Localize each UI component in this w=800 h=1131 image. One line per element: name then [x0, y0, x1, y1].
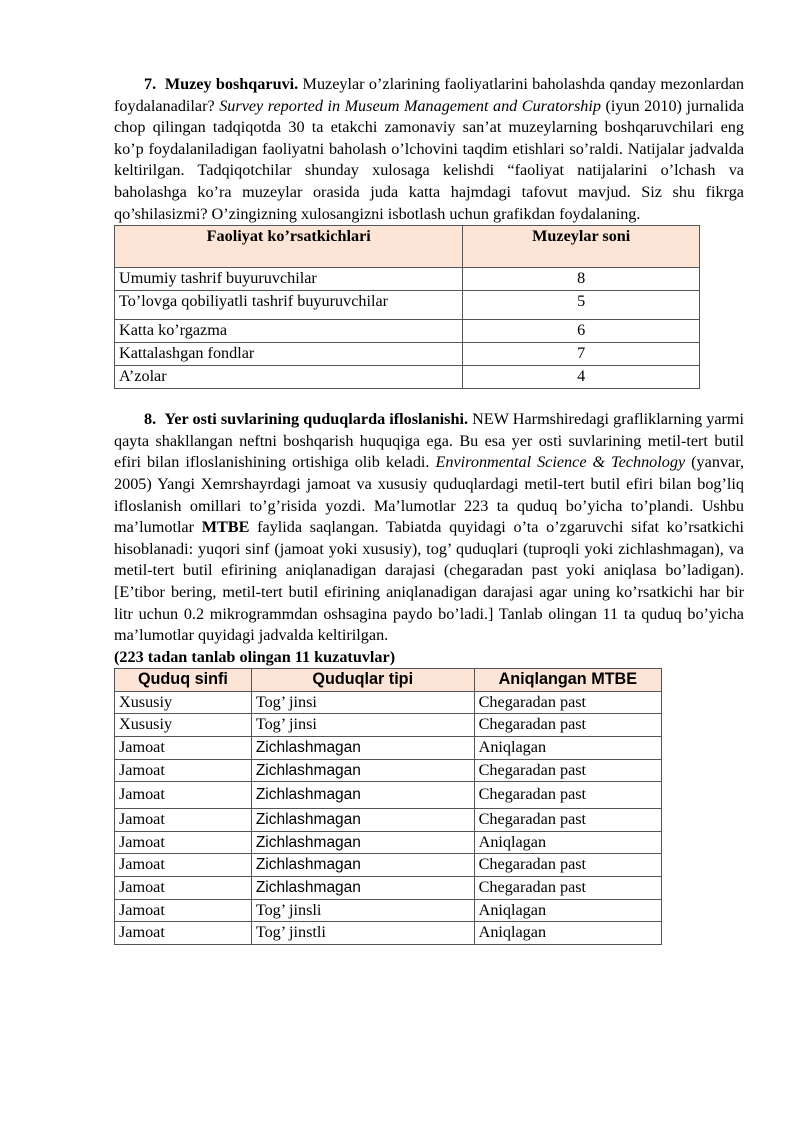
- section-8-heading: Yer osti suvlarining quduqlarda ifloslanishi.: [164, 410, 468, 429]
- table-cell: To’lovga qobiliyatli tashrif buyuruvchilar: [115, 291, 463, 320]
- section-7-journal: Survey reported in Museum Management and Curatorship: [219, 96, 601, 115]
- table-cell: Jamoat: [115, 877, 252, 900]
- table-row: [115, 854, 662, 877]
- table-cell: A’zolar: [115, 366, 463, 389]
- table-cell: Chegaradan past: [474, 691, 661, 714]
- section-8-file-name: MTBE: [201, 518, 250, 537]
- document-page: [114, 74, 744, 945]
- table-cell: Zichlashmagan: [251, 831, 474, 854]
- table-cell: Jamoat: [115, 759, 252, 782]
- table-cell: Jamoat: [115, 922, 252, 945]
- table-header-cell: Muzeylar soni: [463, 226, 700, 268]
- section-7-text-1: Muzeylar o’zlarining faoliyatlarini baholashda qanday mezonlardan foydalanadilar?: [114, 75, 744, 115]
- section-7-text-2: (iyun 2010) jurnalida chop qilingan tadqiqotda 30 ta etakchi zamonaviy san’at muzeylarning boshqaruvchilari eng ko’p foydalaniladigan faoliyatni baholash o’lchovini taqdim etishlari so’raldi. Natijalar jadvalda keltirilgan. Tadqiqotchilar shunday xulosaga kelishdi “faoliyat natijalarini o’lchash va baholashga ko’ra muzeylar orasida juda katta hajmdagi tafovut mavjud. Siz shu fikrga qo’shilasizmi? O’zingizning xulosangizni isbotlash uchun grafikdan foydalaning.: [114, 96, 745, 223]
- table-cell: Chegaradan past: [474, 782, 661, 809]
- table-cell: 4: [463, 366, 700, 389]
- table-cell: Jamoat: [115, 854, 252, 877]
- section-7-paragraph: [114, 74, 744, 225]
- table-cell: Jamoat: [115, 809, 252, 832]
- table-cell: Kattalashgan fondlar: [115, 343, 463, 366]
- table-cell: Jamoat: [115, 899, 252, 922]
- table-cell: Jamoat: [115, 737, 252, 760]
- table-cell: Tog’ jinstli: [251, 922, 474, 945]
- table-header-row: [115, 669, 662, 692]
- table-cell: Aniqlagan: [474, 831, 661, 854]
- table-cell: 8: [463, 268, 700, 291]
- table-row: [115, 737, 662, 760]
- table-header-cell: Quduq sinfi: [115, 669, 252, 692]
- table-row: [115, 759, 662, 782]
- table-cell: Zichlashmagan: [251, 759, 474, 782]
- table-cell: Chegaradan past: [474, 759, 661, 782]
- table-cell: Jamoat: [115, 831, 252, 854]
- section-8-paragraph: [114, 409, 744, 647]
- well-observations-table: [114, 668, 662, 945]
- table-cell: Chegaradan past: [474, 877, 661, 900]
- table-row: [115, 899, 662, 922]
- table-row: [115, 320, 700, 343]
- table-cell: Umumiy tashrif buyuruvchilar: [115, 268, 463, 291]
- table-cell: Jamoat: [115, 782, 252, 809]
- table-cell: Zichlashmagan: [251, 809, 474, 832]
- table-cell: Aniqlagan: [474, 899, 661, 922]
- table-row: [115, 268, 700, 291]
- table-cell: Xususiy: [115, 714, 252, 737]
- table-row: [115, 877, 662, 900]
- table-row: [115, 809, 662, 832]
- table-row: [115, 366, 700, 389]
- table-cell: Zichlashmagan: [251, 782, 474, 809]
- table-cell: 7: [463, 343, 700, 366]
- table-cell: Aniqlagan: [474, 922, 661, 945]
- table-cell: Chegaradan past: [474, 809, 661, 832]
- section-8-journal: Environmental Science & Technology: [435, 453, 686, 472]
- table-row: [115, 291, 700, 320]
- table-cell: Tog’ jinsi: [251, 691, 474, 714]
- table-header-row: [115, 226, 700, 268]
- section-7-number: 7.: [144, 75, 157, 93]
- table-header-cell: Faoliyat ko’rsatkichlari: [115, 226, 463, 268]
- table-cell: Chegaradan past: [474, 854, 661, 877]
- section-8-number: 8.: [144, 410, 157, 429]
- section-8-text-2: (yanvar, 2005) Yangi Xemrshayrdagi jamoat va xususiy quduqlardagi metil-tert butil efiri bilan bog’liq ifloslanish omillari to’g’risida yozdi. Ma’lumotlar 223 ta quduq bo’yicha to’plandi. Ushbu ma’lumotlar: [114, 453, 744, 537]
- table-cell: Zichlashmagan: [251, 877, 474, 900]
- table-row: [115, 782, 662, 809]
- table-cell: Xususiy: [115, 691, 252, 714]
- table-cell: 5: [463, 291, 700, 320]
- table-row: [115, 714, 662, 737]
- table-header-cell: Quduqlar tipi: [251, 669, 474, 692]
- table-cell: 6: [463, 320, 700, 343]
- table-cell: Aniqlagan: [474, 737, 661, 760]
- table-cell: Zichlashmagan: [251, 737, 474, 760]
- section-8-text-1: NEW Harmshiredagi grafliklarning yarmi qayta shakllangan neftni boshqarish huquqiga ega. Bu esa yer osti suvlarining metil-tert butil efiri bilan ifloslanishining ortishiga olib keladi.: [114, 410, 745, 472]
- table-cell: Chegaradan past: [474, 714, 661, 737]
- table-cell: Tog’ jinsi: [251, 714, 474, 737]
- table-cell: Tog’ jinsli: [251, 899, 474, 922]
- table-row: [115, 831, 662, 854]
- table-row: [115, 691, 662, 714]
- table-caption: (223 tadan tanlab olingan 11 kuzatuvlar): [114, 647, 396, 666]
- section-7-heading: Muzey boshqaruvi.: [164, 75, 299, 93]
- table-header-cell: Aniqlangan MTBE: [474, 669, 661, 692]
- table-row: [115, 922, 662, 945]
- table-cell: Katta ko’rgazma: [115, 320, 463, 343]
- table-row: [115, 343, 700, 366]
- table-cell: Zichlashmagan: [251, 854, 474, 877]
- section-8-text-3: faylida saqlangan. Tabiatda quyidagi o’ta o’zgaruvchi sifat ko’rsatkichi hisoblanadi: yuqori sinf (jamoat yoki xususiy), tog’ quduqlari (tuproqli yoki zichlashmagan), va metil-tert butil efirining aniqlanadigan darajasi (chegaradan past yoki aniqlasa bo’ladigan). [E’tibor bering, metil-tert butil efirining aniqlanadigan darajasi agar uning ko’rsatkichi har bir litr uchun 0.2 mikrogrammdan oshsagina paydo bo’ladi.] Tanlab olingan 11 ta quduq bo’yicha ma’lumotlar quyidagi jadvalda keltirilgan.: [114, 518, 745, 645]
- museum-metrics-table: [114, 225, 700, 389]
